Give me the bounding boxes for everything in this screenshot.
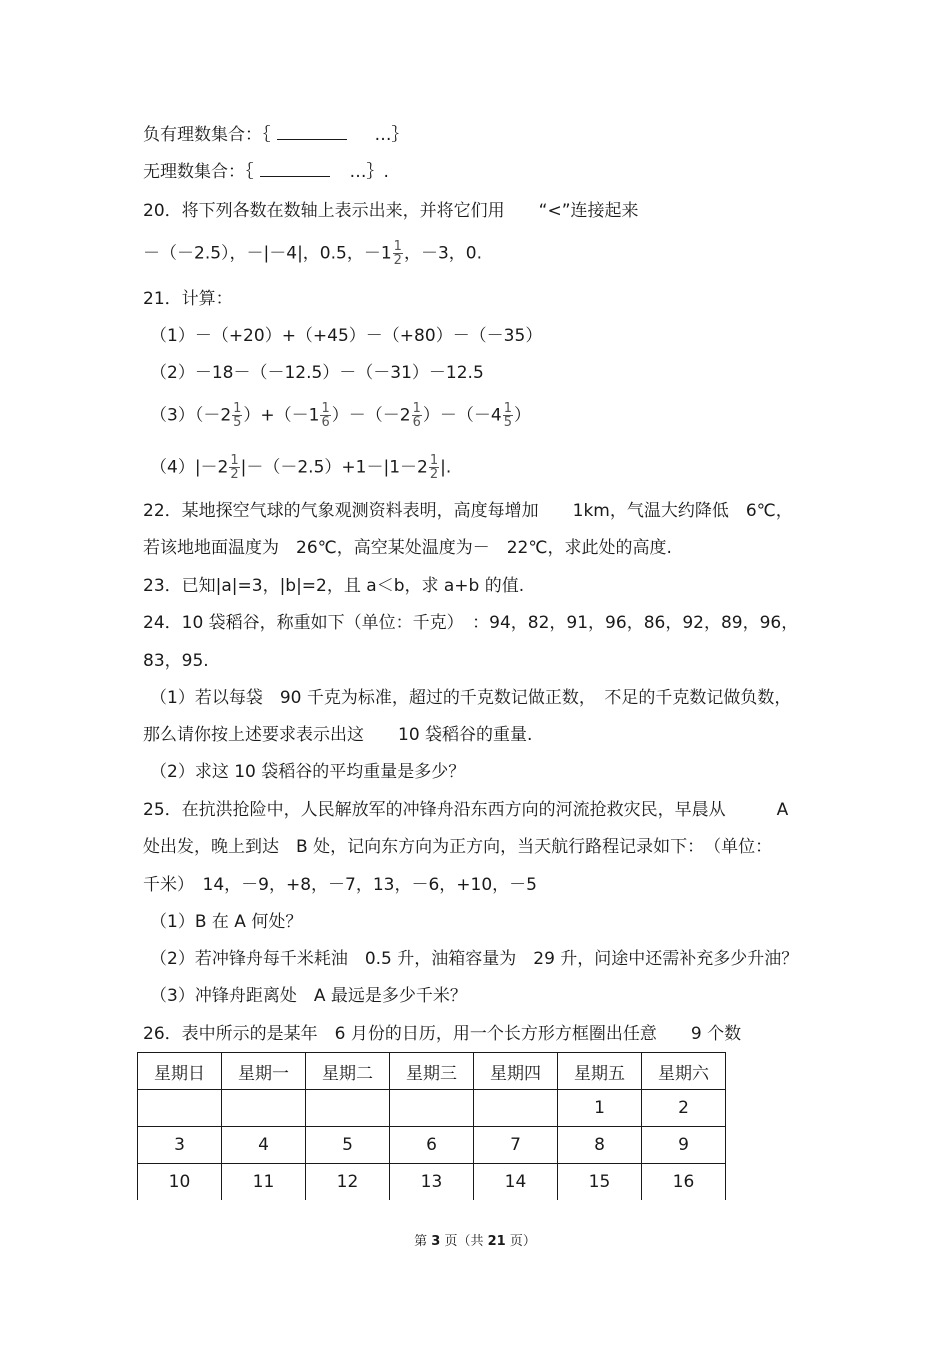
page-footer — [0, 1230, 950, 1249]
calendar-cell: 3 — [138, 1127, 222, 1164]
question-text: 若该地地面温度为 26℃，高空某处温度为－ 22℃，求此处的高度. — [143, 538, 672, 558]
question-text: 24．10 袋稻谷，称重如下（单位：千克） ：94，82，91，96，86，92，89，96， — [143, 613, 799, 633]
fraction — [232, 402, 242, 429]
fraction — [229, 454, 239, 481]
expr-part: （3）（－2 — [150, 405, 232, 426]
calendar-table — [137, 1052, 726, 1200]
calendar-cell: 13 — [390, 1164, 474, 1201]
numerator: 1 — [429, 453, 439, 468]
question-23 — [143, 574, 524, 598]
fraction — [503, 402, 513, 429]
question-text: 处出发，晚上到达 B 处，记向东方向为正方向，当天航行路程记录如下： （单位： — [143, 837, 773, 857]
question-text: 26．表中所示的是某年 6 月份的日历，用一个长方形方框圈出任意 9 个数 — [143, 1024, 742, 1044]
label-end: …｝. — [349, 162, 389, 182]
footer-text: 页（共 — [444, 1234, 484, 1249]
question-text: 22．某地探空气球的气象观测资料表明，高度每增加 1km，气温大约降低 6℃， — [143, 501, 793, 521]
expr-part: ） — [513, 405, 531, 426]
question-21-part-2 — [150, 361, 484, 385]
question-24-part-1-cont — [143, 723, 532, 747]
question-text: 千米） 14，－9，+8，－7，13，－6，+10，－5 — [143, 875, 537, 895]
question-24-part-2 — [150, 760, 465, 784]
numerator: 1 — [321, 401, 330, 416]
question-20 — [143, 199, 639, 223]
question-text: 23．已知|a|=3，|b|=2，且 a＜b，求 a+b 的值. — [143, 576, 525, 596]
fraction — [412, 402, 422, 429]
question-24-line-2 — [143, 649, 209, 673]
total-pages: 21 — [487, 1234, 506, 1249]
answer-blank[interactable] — [260, 160, 330, 177]
question-26 — [143, 1022, 741, 1046]
irrational-set-line — [143, 160, 389, 184]
expr-part: |－（－2.5）+1－|1－2 — [240, 457, 428, 478]
calendar-cell: 10 — [138, 1164, 222, 1201]
question-text: （1）若以每袋 90 千克为标准，超过的千克数记做正数， 不足的千克数记做负数， — [150, 688, 792, 708]
calendar-cell: 16 — [642, 1164, 726, 1201]
question-25-part-2 — [150, 947, 798, 971]
numerator: 1 — [233, 401, 242, 416]
question-25-line-3 — [143, 873, 537, 897]
question-text: 83，95. — [143, 651, 209, 671]
numerator: 1 — [393, 239, 402, 254]
expr-part: ）+（－1 — [243, 405, 320, 426]
question-21-part-4 — [150, 454, 451, 481]
weekday-header: 星期五 — [558, 1053, 642, 1090]
calendar-cell — [306, 1090, 390, 1127]
weekday-header: 星期二 — [306, 1053, 390, 1090]
numerator: 1 — [503, 401, 512, 416]
question-text: （1）B 在 A 何处？ — [150, 912, 303, 932]
expr-part: （4）|－2 — [150, 457, 229, 478]
calendar-cell: 4 — [222, 1127, 306, 1164]
fraction — [429, 454, 439, 481]
question-text: 那么请你按上述要求表示出这 10 袋稻谷的重量. — [143, 725, 533, 745]
question-22-line-1 — [143, 499, 793, 523]
calendar-cell: 14 — [474, 1164, 558, 1201]
weekday-header: 星期四 — [474, 1053, 558, 1090]
question-text-cont: “<”连接起来 — [538, 201, 639, 221]
fraction — [393, 240, 403, 267]
calendar-row — [138, 1164, 726, 1201]
question-20-numbers — [143, 240, 482, 267]
expr-part: ）－（－2 — [331, 405, 411, 426]
calendar-cell — [222, 1090, 306, 1127]
label-end: …｝ — [374, 125, 409, 145]
question-22-line-2 — [143, 536, 672, 560]
calendar-cell: 2 — [642, 1090, 726, 1127]
question-25-part-1 — [150, 910, 302, 934]
fraction — [320, 402, 330, 429]
question-21-part-1 — [150, 324, 542, 348]
calendar-cell — [390, 1090, 474, 1127]
question-21-part-3 — [150, 402, 531, 429]
question-25-line-2 — [143, 835, 772, 859]
denominator: 5 — [233, 415, 242, 430]
question-text: 21．计算： — [143, 289, 233, 309]
weekday-header: 星期六 — [642, 1053, 726, 1090]
calendar-cell: 6 — [390, 1127, 474, 1164]
calendar-cell — [138, 1090, 222, 1127]
weekday-header: 星期三 — [390, 1053, 474, 1090]
calendar-cell: 5 — [306, 1127, 390, 1164]
negative-rational-set-line — [143, 123, 409, 147]
denominator: 2 — [393, 253, 402, 268]
denominator: 5 — [503, 415, 512, 430]
question-25-line-1 — [143, 798, 788, 822]
calendar-cell: 12 — [306, 1164, 390, 1201]
denominator: 6 — [321, 415, 330, 430]
question-text: 25．在抗洪抢险中，人民解放军的冲锋舟沿东西方向的河流抢救灾民，早晨从 A — [143, 800, 789, 820]
denominator: 2 — [429, 467, 439, 482]
calendar-cell: 15 — [558, 1164, 642, 1201]
expr-part: ）－（－4 — [422, 405, 502, 426]
denominator: 6 — [412, 415, 421, 430]
question-text: （2）求这 10 袋稻谷的平均重量是多少？ — [150, 762, 466, 782]
numerator: 1 — [230, 453, 239, 468]
question-text: （2）若冲锋舟每千米耗油 0.5 升，油箱容量为 29 升，问途中还需补充多少升油？ — [150, 949, 799, 969]
footer-text: 第 — [414, 1234, 428, 1249]
weekday-header: 星期一 — [222, 1053, 306, 1090]
question-24-line-1 — [143, 611, 798, 635]
page-number: 3 — [431, 1234, 441, 1249]
weekday-header: 星期日 — [138, 1053, 222, 1090]
calendar-cell: 9 — [642, 1127, 726, 1164]
denominator: 2 — [230, 467, 239, 482]
answer-blank[interactable] — [277, 123, 347, 140]
question-21 — [143, 287, 233, 311]
question-text: （3）冲锋舟距离处 A 最远是多少千米？ — [150, 986, 467, 1006]
numbers-text-end: ，－3，0. — [403, 243, 482, 264]
footer-text: 页） — [509, 1234, 536, 1249]
calendar-header-row — [138, 1053, 726, 1090]
expr-part: |. — [440, 457, 452, 478]
label: 无理数集合：｛ — [143, 162, 254, 182]
calendar-cell: 11 — [222, 1164, 306, 1201]
calendar-cell — [474, 1090, 558, 1127]
expression: （1）－（+20）+（+45）－（+80）－（－35） — [150, 326, 543, 346]
label: 负有理数集合：｛ — [143, 125, 271, 145]
calendar-cell: 7 — [474, 1127, 558, 1164]
numbers-text: －（－2.5），－|－4|，0.5，－1 — [143, 243, 392, 264]
calendar-row — [138, 1090, 726, 1127]
question-24-part-1 — [150, 686, 791, 710]
expression: （2）－18－（－12.5）－（－31）－12.5 — [150, 363, 484, 383]
calendar-cell: 8 — [558, 1127, 642, 1164]
calendar-cell: 1 — [558, 1090, 642, 1127]
question-25-part-3 — [150, 984, 467, 1008]
calendar-row — [138, 1127, 726, 1164]
question-text: 20．将下列各数在数轴上表示出来，并将它们用 — [143, 201, 505, 221]
numerator: 1 — [412, 401, 421, 416]
